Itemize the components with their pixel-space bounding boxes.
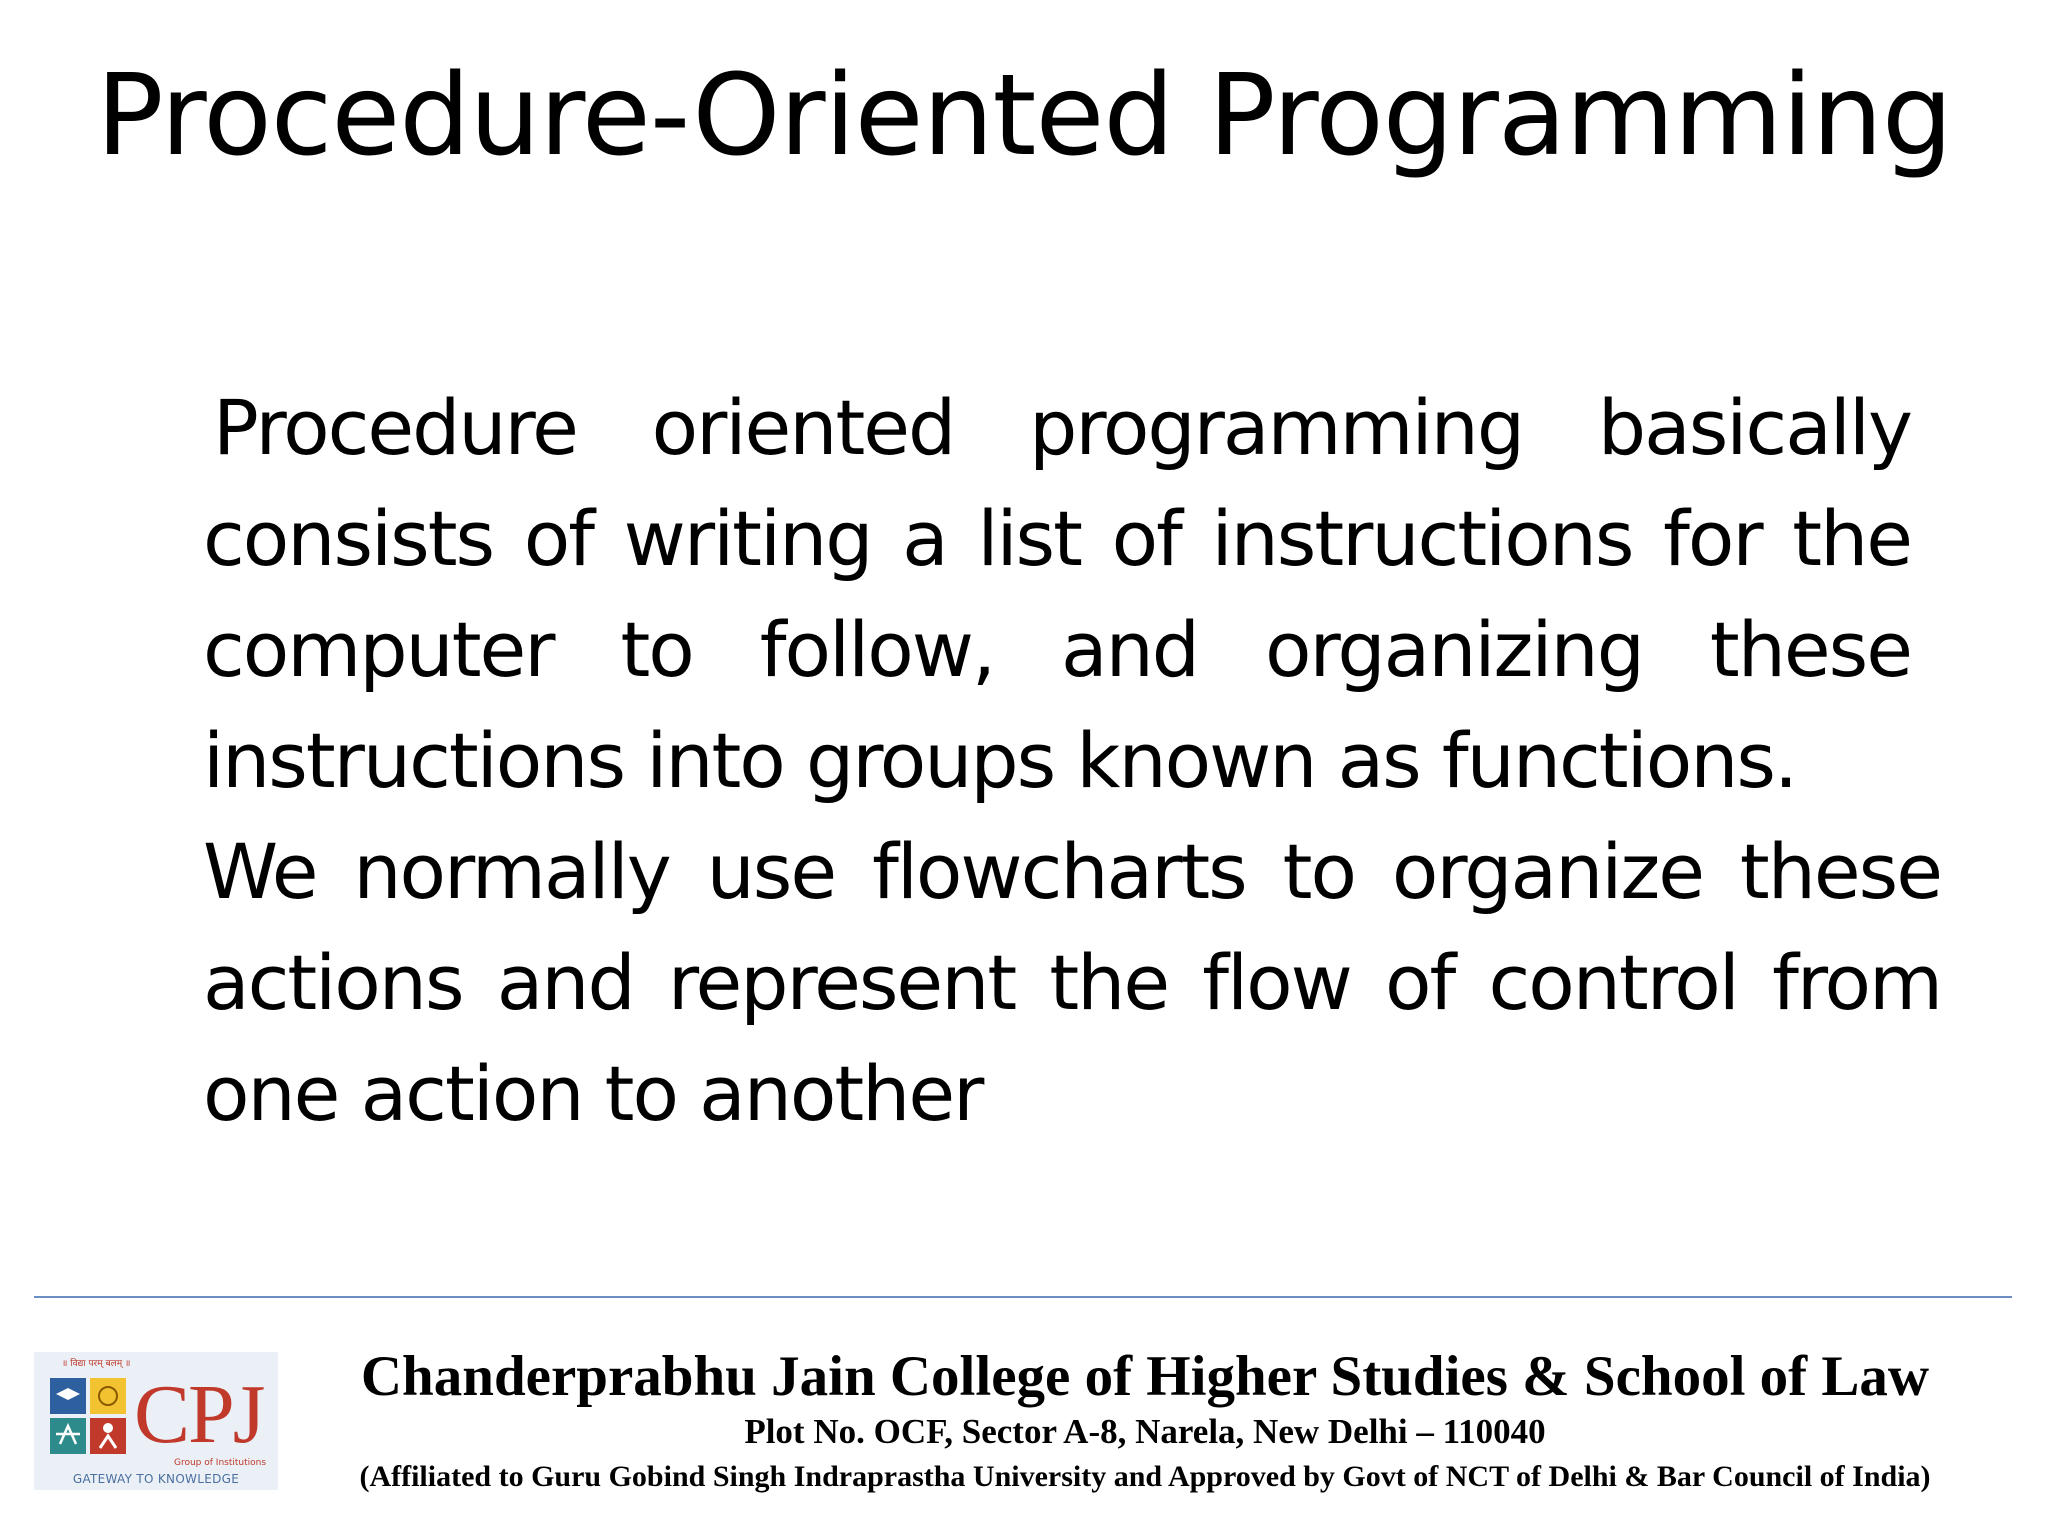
logo-letters: CPJ [134,1368,264,1461]
college-name: Chanderprabhu Jain College of Higher Studies & School of Law [360,1345,1930,1408]
footer-divider [34,1296,2012,1298]
logo-tagline: GATEWAY TO KNOWLEDGE [72,1472,240,1486]
college-logo [34,1352,278,1490]
college-affiliation: (Affiliated to Guru Gobind Singh Indraprastha University and Approved by Govt of NCT of Delhi & Bar Council of India) [359,1460,1931,1493]
logo-group-label: Group of Institutions [174,1458,267,1468]
body-paragraph-2: We normally use flowcharts to organize these actions and represent the flow of control from one action to another [203,827,1941,1138]
person-head-icon [103,1423,113,1433]
slide-body [203,372,1941,1149]
logo-hindi-motto: ॥ विद्या परम् बलम् ॥ [62,1359,131,1369]
slide-title: Procedure-Oriented Programming [96,51,1952,181]
college-address: Plot No. OCF, Sector A-8, Narela, New Delhi – 110040 [744,1412,1546,1451]
body-paragraph-1: Procedure oriented programming basically consists of writing a list of instructions for the computer to follow, and organizing these instructions into groups known as functions. [203,383,1911,805]
logo-quadrant-yellow [90,1378,126,1414]
